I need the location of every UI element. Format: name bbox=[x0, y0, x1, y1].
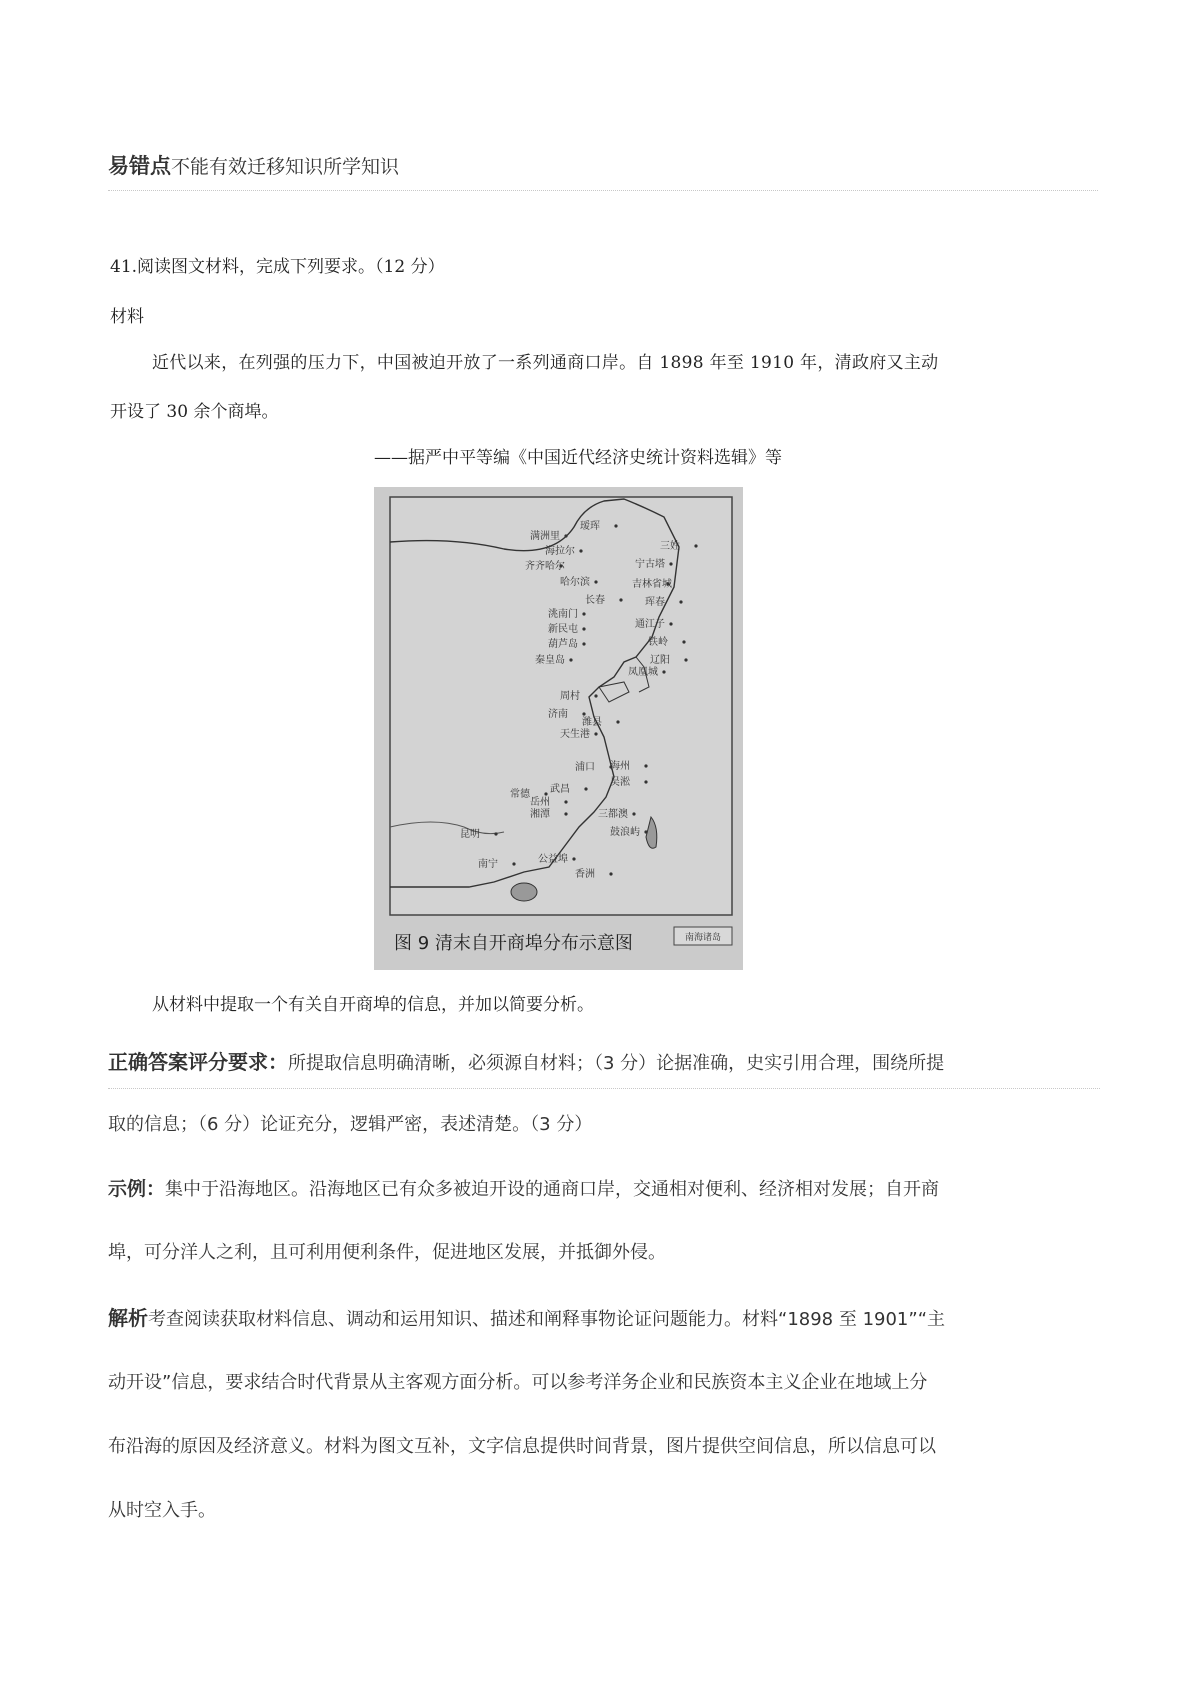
city-label: 瑷珲 bbox=[580, 521, 600, 532]
city-label: 常德 bbox=[510, 789, 530, 800]
city-label: 公益埠 bbox=[538, 854, 568, 865]
city-label: 周村 bbox=[560, 691, 580, 702]
analysis-text-3: 布沿海的原因及经济意义。材料为图文互补，文字信息提供时间背景，图片提供空间信息，所以信息可以 bbox=[108, 1436, 936, 1457]
city-dot bbox=[582, 627, 585, 630]
city-dot bbox=[582, 642, 585, 645]
city-label: 潍县 bbox=[582, 717, 602, 728]
answer-text-1: 所提取信息明确清晰，必须源自材料；（3 分）论据准确，史实引用合理，围绕所提 bbox=[288, 1053, 945, 1074]
city-dot bbox=[582, 712, 585, 715]
city-label: 凤凰城 bbox=[628, 667, 658, 678]
city-label: 鼓浪屿 bbox=[610, 827, 640, 838]
city-dot bbox=[579, 549, 582, 552]
city-dot bbox=[584, 787, 587, 790]
city-label: 海拉尔 bbox=[545, 546, 575, 557]
city-dot bbox=[582, 612, 585, 615]
material-source: ——据严中平等编《中国近代经济史统计资料选辑》等 bbox=[374, 448, 782, 468]
china-port-map bbox=[374, 487, 743, 970]
example-line1 bbox=[108, 1174, 1103, 1201]
city-dot bbox=[679, 600, 682, 603]
city-dot bbox=[594, 732, 597, 735]
city-label: 宁古塔 bbox=[635, 559, 665, 570]
answer-label: 正确答案评分要求： bbox=[108, 1050, 288, 1074]
analysis-label: 解析 bbox=[108, 1306, 148, 1330]
city-label: 长春 bbox=[585, 595, 605, 606]
city-label: 通江子 bbox=[635, 619, 665, 630]
city-dot bbox=[644, 764, 647, 767]
inset-label: 南海诸岛 bbox=[684, 933, 722, 943]
city-label: 吴淞 bbox=[610, 777, 630, 788]
city-dot bbox=[494, 832, 497, 835]
task-text: 从材料中提取一个有关自开商埠的信息，并加以简要分析。 bbox=[152, 995, 594, 1015]
city-dot bbox=[632, 812, 635, 815]
figure-caption: 图 9 清末自开商埠分布示意图 bbox=[394, 933, 633, 954]
city-dot bbox=[609, 872, 612, 875]
analysis-text-4: 从时空入手。 bbox=[108, 1500, 216, 1521]
city-dot bbox=[594, 694, 597, 697]
city-dot bbox=[669, 562, 672, 565]
analysis-text-1: 考查阅读获取材料信息、调动和运用知识、描述和阐释事物论证问题能力。材料“1898 至 1901”“主 bbox=[148, 1309, 946, 1330]
answer-text-2: 取的信息；（6 分）论证充分，逻辑严密，表述清楚。（3 分） bbox=[108, 1114, 593, 1135]
city-label: 洮南门 bbox=[548, 609, 578, 620]
city-dot bbox=[569, 658, 572, 661]
material-paragraph-line1: 近代以来，在列强的压力下，中国被迫开放了一系列通商口岸。自 1898 年至 1910 年，清政府又主动 bbox=[152, 353, 939, 373]
city-dot bbox=[682, 640, 685, 643]
city-label: 秦皇岛 bbox=[535, 655, 565, 666]
city-dot bbox=[564, 800, 567, 803]
city-dot bbox=[564, 534, 567, 537]
city-dot bbox=[614, 524, 617, 527]
analysis-text-2: 动开设”信息，要求结合时代背景从主客观方面分析。可以参考洋务企业和民族资本主义企业在地域上分 bbox=[108, 1372, 928, 1393]
city-dot bbox=[644, 780, 647, 783]
city-dot bbox=[564, 812, 567, 815]
error-point-label: 易错点 bbox=[108, 154, 171, 178]
city-label: 满洲里 bbox=[530, 531, 560, 542]
city-dot bbox=[684, 658, 687, 661]
city-label: 湘潭 bbox=[530, 809, 550, 820]
answer-line1 bbox=[108, 1046, 1100, 1089]
city-label: 葫芦岛 bbox=[548, 639, 578, 650]
question-title: 41.阅读图文材料，完成下列要求。（12 分） bbox=[110, 257, 445, 277]
city-dot bbox=[694, 544, 697, 547]
city-dot bbox=[662, 670, 665, 673]
city-label: 珲春 bbox=[645, 597, 665, 608]
example-label: 示例： bbox=[108, 1178, 166, 1200]
city-label: 南宁 bbox=[478, 859, 498, 870]
example-text-2: 埠，可分洋人之利，且可利用便利条件，促进地区发展，并抵御外侵。 bbox=[108, 1242, 666, 1263]
city-label: 新民屯 bbox=[548, 624, 578, 635]
section-header bbox=[108, 150, 1098, 191]
city-label: 三都澳 bbox=[598, 809, 628, 820]
material-paragraph-line2: 开设了 30 余个商埠。 bbox=[110, 402, 279, 422]
city-dot bbox=[669, 622, 672, 625]
city-dot bbox=[644, 830, 647, 833]
city-dot bbox=[512, 862, 515, 865]
city-label: 浦口 bbox=[575, 762, 595, 773]
city-dot bbox=[619, 598, 622, 601]
city-label: 武昌 bbox=[550, 784, 570, 795]
city-label: 济南 bbox=[548, 709, 568, 720]
city-label: 齐齐哈尔 bbox=[525, 561, 565, 572]
city-label: 铁岭 bbox=[648, 637, 668, 648]
city-label: 辽阳 bbox=[650, 655, 670, 666]
material-label: 材料 bbox=[110, 307, 144, 327]
city-label: 三姓 bbox=[660, 541, 680, 552]
city-label: 岳州 bbox=[530, 797, 550, 808]
city-dot bbox=[544, 792, 547, 795]
example-text-1: 集中于沿海地区。沿海地区已有众多被迫开设的通商口岸，交通相对便利、经济相对发展；自开商 bbox=[165, 1179, 940, 1200]
city-label: 香洲 bbox=[575, 869, 595, 880]
city-dot bbox=[594, 580, 597, 583]
city-dot bbox=[572, 857, 575, 860]
city-label: 昆明 bbox=[460, 829, 480, 840]
error-point-text: 不能有效迁移知识所学知识 bbox=[171, 156, 400, 178]
map-figure bbox=[374, 487, 743, 970]
city-label: 海州 bbox=[610, 761, 630, 772]
city-dot bbox=[616, 720, 619, 723]
city-label: 哈尔滨 bbox=[560, 577, 590, 588]
city-label: 天生港 bbox=[560, 729, 590, 740]
analysis-line1 bbox=[108, 1302, 1103, 1331]
city-label: 吉林省城 bbox=[632, 579, 672, 590]
